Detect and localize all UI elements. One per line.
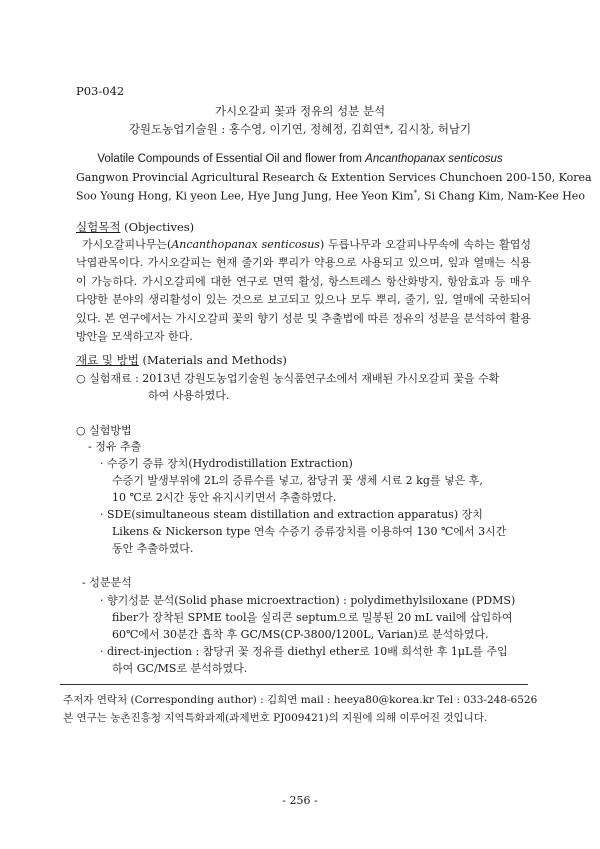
spme-line-1: · 향기성분 분석(Solid phase microextraction) : polydimethylsiloxane (PDMS) bbox=[100, 594, 516, 607]
hd-line-2: 10 ℃로 2시간 동안 유지시키면서 추출하였다. bbox=[112, 491, 337, 504]
title-korean: 가시오갈피 꽃과 정유의 성분 분석 bbox=[214, 104, 386, 118]
objectives-p1-a: 가시오갈피나무는( bbox=[82, 238, 172, 251]
sub-heading-extraction: - 정유 추출 bbox=[88, 440, 142, 453]
abstract-code: P03-042 bbox=[76, 84, 125, 98]
methods-heading-en: (Materials and Methods) bbox=[138, 353, 287, 367]
method-heading: ○ 실험방법 bbox=[76, 424, 132, 437]
material-line-1: ○ 실험재료 : 2013년 강원도농업기술원 농식품연구소에서 재배된 가시오갈피 꽃을 수확 bbox=[76, 372, 500, 385]
di-line-1: · direct-injection : 참당귀 꽃 정유를 diethyl ether로 10배 희석한 후 1μL를 주입 bbox=[100, 645, 508, 658]
spme-line-2: fiber가 장착된 SPME tool을 실리콘 septum으로 밀봉된 20 mL vail에 삽입하여 bbox=[112, 611, 513, 624]
objectives-heading-en: (Objectives) bbox=[120, 220, 195, 234]
objectives-heading-ko: 실험목적 bbox=[76, 220, 121, 234]
hd-title: · 수증기 증류 장치(Hydrodistillation Extraction) bbox=[100, 457, 353, 470]
authors-english-a: Soo Young Hong, Ki yeon Lee, Hye Jung Jung, Hee Yeon Kim bbox=[76, 189, 414, 203]
title-english bbox=[0, 153, 600, 165]
sde-title: · SDE(simultaneous steam distillation and extraction apparatus) 장치 bbox=[100, 508, 483, 521]
di-line-2: 하여 GC/MS로 분석하였다. bbox=[112, 662, 248, 675]
hd-line-1: 수증기 발생부위에 2L의 증류수를 넣고, 참당귀 꽃 생체 시료 2 kg를 넣은 후, bbox=[112, 474, 483, 487]
footnote-divider bbox=[60, 684, 528, 685]
authors-korean: 강원도농업기술원 : 홍수영, 이기연, 정혜정, 김희연*, 김시창, 허남기 bbox=[128, 122, 472, 136]
affiliation-english: Gangwon Provincial Agricultural Research & Extention Services Chunchoen 200-150, Korea bbox=[76, 171, 592, 184]
objectives-species: Ancanthopanax senticosus bbox=[171, 238, 320, 251]
page-number: - 256 - bbox=[282, 794, 318, 807]
title-english-species: Ancanthopanax senticosus bbox=[365, 153, 503, 165]
footnote-contact: 주저자 연락처 (Corresponding author) : 김희연 mail : heeya80@korea.kr Tel : 033-248-6526 bbox=[63, 694, 538, 706]
methods-heading bbox=[76, 352, 287, 368]
authors-english bbox=[76, 189, 585, 203]
footnote-funding: 본 연구는 농촌진흥청 지역특화과제(과제번호 PJ009421)의 지원에 의해 이루어진 것입니다. bbox=[63, 712, 488, 724]
authors-english-b: , Si Chang Kim, Nam-Kee Heo bbox=[417, 189, 585, 203]
sub-heading-analysis: - 성분분석 bbox=[82, 576, 132, 589]
methods-heading-ko: 재료 및 방법 bbox=[76, 353, 139, 367]
spme-line-3: 60℃에서 30분간 흡착 후 GC/MS(CP-3800/1200L, Varian)로 분석하였다. bbox=[112, 628, 489, 641]
title-english-prefix: Volatile Compounds of Essential Oil and flower from bbox=[97, 153, 366, 165]
sde-line-2: 동안 추출하였다. bbox=[112, 542, 194, 555]
objectives-paragraph bbox=[76, 236, 531, 346]
material-line-2: 하여 사용하였다. bbox=[148, 389, 230, 402]
objectives-heading bbox=[76, 219, 194, 235]
sde-line-1: Likens & Nickerson type 연속 수증기 증류장치를 이용하여 130 ℃에서 3시간 bbox=[112, 525, 507, 538]
corresponding-mark: * bbox=[413, 189, 418, 197]
objectives-p1-b: ) 두릅나무과 오갈피나무속에 속하는 활엽성 낙엽관목이다. 가시오갈피는 현재 줄기와 뿌리가 약용으로 사용되고 있으며, 잎과 열매는 식용이 가능하다. 가시오갈피에 대한 연구로 면역 활성, 항스트레스 항산화방지, 항암효과 등 매우 다양한 분야의 생리활성이 있는 것으로 보고되고 있으나 모두 뿌리, 줄기, 잎, 열매에 국한되어 있다. 본 연구에서는 가시오갈피 꽃의 향기 성분 및 추출법에 따른 정유의 성분을 분석하여 활용방안을 모색하고자 한다. bbox=[76, 238, 531, 344]
